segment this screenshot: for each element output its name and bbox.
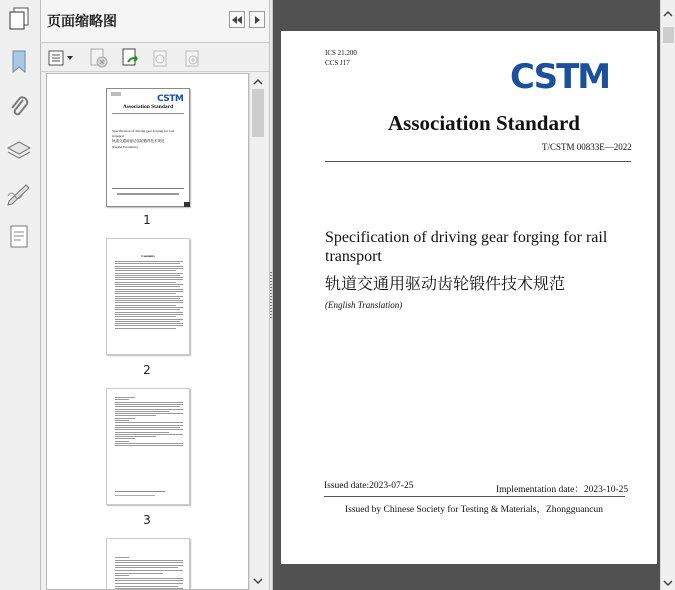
thumb-text-line bbox=[115, 282, 176, 283]
standard-number: T/CSTM 00833E—2022 bbox=[542, 142, 632, 152]
thumb-text-line bbox=[115, 422, 183, 423]
page-thumbnail-3[interactable] bbox=[106, 388, 190, 505]
thumbnail-options-button[interactable] bbox=[47, 48, 75, 68]
thumb-text-line bbox=[115, 397, 135, 398]
thumb-text-line bbox=[115, 312, 183, 313]
thumbnail-options-icon bbox=[48, 50, 74, 66]
thumb-text-line bbox=[115, 588, 183, 589]
thumb-text-line bbox=[115, 309, 180, 310]
thumb-text-line bbox=[115, 445, 183, 446]
thumb-text-line bbox=[115, 441, 129, 442]
thumb-text-line bbox=[115, 415, 156, 416]
thumb-text-line bbox=[115, 413, 183, 414]
page-thumbnails-button[interactable] bbox=[5, 4, 35, 34]
thumb-rule bbox=[112, 188, 184, 189]
issued-date: Issued date:2023-07-25 bbox=[324, 481, 414, 491]
thumb-text-line bbox=[115, 305, 176, 306]
thumb-text-line bbox=[115, 402, 183, 403]
thumb-text-line bbox=[115, 406, 180, 407]
thumb-text-line bbox=[115, 273, 183, 274]
thumb-text-line bbox=[115, 420, 129, 421]
thumb-footnote bbox=[115, 495, 155, 496]
thumb-text-line bbox=[115, 266, 183, 267]
thumb-text-line bbox=[115, 289, 183, 290]
thumb-text-line bbox=[115, 580, 183, 581]
thumb-text-line bbox=[115, 261, 183, 262]
print-page-icon bbox=[150, 48, 170, 68]
page-thumbnails-icon bbox=[8, 6, 32, 32]
thumb-text-line bbox=[115, 279, 183, 280]
delete-page-icon bbox=[88, 48, 108, 68]
page-properties-icon bbox=[182, 48, 202, 68]
thumb-text-line bbox=[115, 300, 183, 301]
thumb-text-line bbox=[115, 263, 180, 264]
thumb-cn: 轨道交通用驱动齿轮锻件技术规范 bbox=[112, 139, 165, 143]
signature-icon bbox=[6, 181, 32, 207]
page-thumbnail-4[interactable] bbox=[106, 538, 190, 590]
thumb-text-line bbox=[115, 567, 178, 568]
thumb-en: (English Translation) bbox=[112, 145, 138, 149]
double-chevron-left-icon bbox=[231, 15, 243, 25]
thumb-text-line bbox=[115, 578, 183, 579]
thumb-rule bbox=[112, 113, 184, 114]
thumb-text-line bbox=[115, 432, 169, 433]
collapse-panel-button[interactable] bbox=[229, 11, 245, 28]
thumb-text-lines bbox=[115, 397, 183, 467]
document-title: Association Standard bbox=[388, 111, 580, 135]
thumb-selection-handle bbox=[184, 202, 190, 207]
implementation-date: Implementation date：2023-10-25 bbox=[496, 485, 629, 495]
layers-button[interactable] bbox=[4, 136, 34, 166]
thumb-text-line bbox=[115, 275, 180, 276]
thumb-ics bbox=[111, 92, 121, 96]
thumb-text-line bbox=[115, 575, 129, 576]
thumb-text-line bbox=[115, 291, 183, 292]
thumb-text-line bbox=[115, 438, 135, 439]
thumbnail-list bbox=[46, 73, 249, 590]
thumb-text-line bbox=[115, 404, 183, 405]
thumbnail-scroll-thumb[interactable] bbox=[252, 89, 264, 137]
thumb-text-line bbox=[115, 411, 169, 412]
document-scroll-thumb[interactable] bbox=[663, 27, 674, 43]
thumb-text-line bbox=[115, 434, 183, 435]
thumb-text-line bbox=[115, 443, 183, 444]
thumb-text-line bbox=[115, 302, 183, 303]
thumb-text-line bbox=[115, 293, 176, 294]
thumb-issuer bbox=[117, 193, 179, 195]
issuer: Issued by Chinese Society for Testing & Materials，Zhongguancun bbox=[345, 505, 603, 515]
thumb-title: Association Standard bbox=[122, 104, 174, 110]
thumb-text-line bbox=[115, 314, 183, 315]
thumb-text-line bbox=[115, 307, 183, 308]
thumb-text-line bbox=[115, 268, 183, 269]
chevron-right-icon bbox=[253, 15, 261, 25]
thumb-text-line bbox=[115, 429, 183, 430]
document-page bbox=[281, 31, 657, 564]
thumb-text-line bbox=[115, 316, 176, 317]
doc-scroll-up-icon[interactable] bbox=[663, 10, 673, 18]
thumb-text-line bbox=[115, 583, 183, 584]
thumb-spec: Specification of driving gear forging for rail transport bbox=[112, 129, 174, 138]
print-page-button[interactable] bbox=[149, 48, 171, 68]
delete-page-button[interactable] bbox=[87, 48, 109, 68]
translation-note: (English Translation) bbox=[325, 300, 403, 310]
expand-panel-button[interactable] bbox=[249, 11, 265, 28]
page-thumbnail-2[interactable] bbox=[106, 238, 190, 355]
thumb-text-line bbox=[115, 325, 183, 326]
thumb-rule bbox=[115, 491, 165, 492]
thumb-text-line bbox=[115, 425, 183, 426]
attachment-icon bbox=[8, 94, 30, 120]
thumb-text-line bbox=[115, 286, 180, 287]
bookmarks-button[interactable] bbox=[4, 47, 34, 77]
thumb-text-line bbox=[115, 570, 183, 571]
thumb-text-line bbox=[115, 323, 183, 324]
doc-scroll-down-icon[interactable] bbox=[663, 579, 673, 587]
thumbnail-toolbar bbox=[41, 44, 269, 72]
thumb-text-line bbox=[115, 270, 176, 271]
page-content-button[interactable] bbox=[4, 222, 34, 252]
scroll-up-icon[interactable] bbox=[253, 78, 263, 86]
thumb-text-line bbox=[115, 436, 156, 437]
page-properties-button[interactable] bbox=[181, 48, 203, 68]
insert-page-button[interactable] bbox=[119, 48, 141, 68]
thumb-text-line bbox=[115, 298, 180, 299]
thumb-contents-heading: Contents bbox=[141, 254, 155, 258]
document-scrollbar[interactable] bbox=[660, 0, 675, 590]
insert-page-icon bbox=[120, 48, 140, 68]
thumb-text-line bbox=[115, 562, 183, 563]
thumb-text-line bbox=[115, 565, 183, 566]
thumb-text-line bbox=[115, 321, 180, 322]
splitter-grip[interactable] bbox=[270, 272, 272, 320]
thumb-text-line bbox=[115, 277, 183, 278]
spec-title: Specification of driving gear forging for rail transport bbox=[325, 229, 608, 265]
thumb-text-line bbox=[115, 328, 176, 329]
thumb-text-line bbox=[115, 560, 183, 561]
title-rule bbox=[325, 161, 631, 162]
thumb-toc-lines bbox=[115, 261, 183, 331]
bookmark-icon bbox=[9, 49, 29, 75]
page-content-icon bbox=[8, 224, 30, 250]
chinese-title: 轨道交通用驱动齿轮锻件技术规范 bbox=[325, 274, 566, 293]
thumb-text-line bbox=[115, 573, 163, 574]
page-thumbnail-1[interactable] bbox=[106, 88, 190, 207]
page-number-2: 2 bbox=[143, 363, 151, 377]
thumb-text-line bbox=[115, 319, 183, 320]
page-number-3: 3 bbox=[143, 513, 151, 527]
cstm-logo: CSTM bbox=[510, 57, 610, 97]
ics-code: ICS 21.200 bbox=[325, 49, 357, 57]
thumb-text-line bbox=[115, 427, 180, 428]
thumb-text-line bbox=[115, 399, 129, 400]
thumb-text-line bbox=[115, 296, 183, 297]
scroll-down-icon[interactable] bbox=[253, 577, 263, 585]
thumb-text-line bbox=[115, 284, 183, 285]
thumbnail-scrollbar[interactable] bbox=[249, 73, 266, 590]
footer-rule bbox=[324, 496, 625, 497]
thumb-text-lines bbox=[115, 557, 183, 590]
thumb-text-line bbox=[115, 418, 135, 419]
navigation-toolbar bbox=[0, 0, 41, 590]
panel-title: 页面缩略图 bbox=[47, 14, 117, 30]
layers-icon bbox=[6, 138, 32, 164]
attachments-button[interactable] bbox=[4, 92, 34, 122]
signatures-button[interactable] bbox=[4, 179, 34, 209]
page-number-1: 1 bbox=[143, 213, 151, 227]
ccs-code: CCS J17 bbox=[325, 59, 350, 67]
thumb-logo: CSTM bbox=[157, 94, 184, 104]
thumb-text-line bbox=[115, 557, 129, 558]
thumb-text-line bbox=[115, 409, 183, 410]
thumb-text-line bbox=[115, 586, 178, 587]
